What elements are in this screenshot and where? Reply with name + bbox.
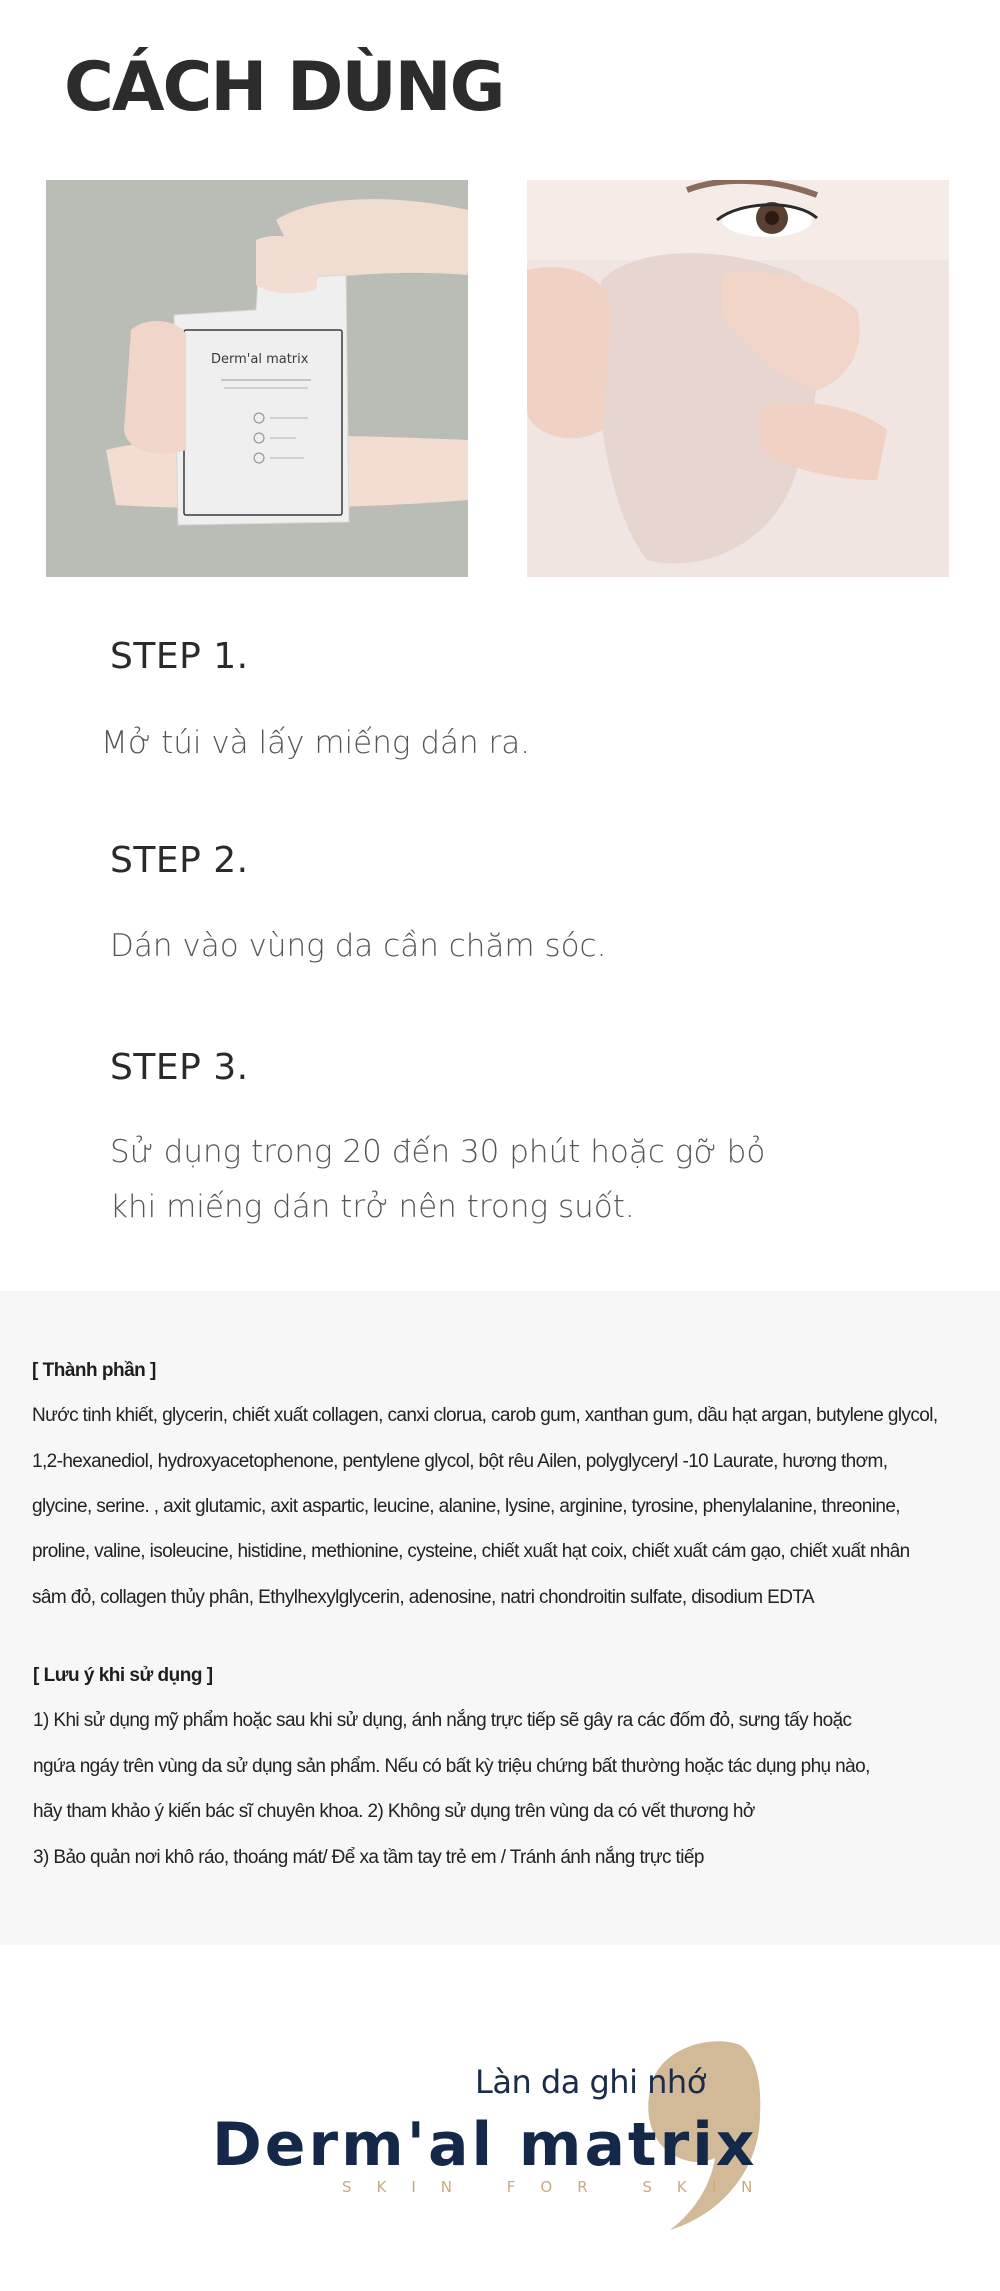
- notes-line: hãy tham khảo ý kiến bác sĩ chuyên khoa. 2) Không sử dụng trên vùng da có vết thương hở: [33, 1801, 755, 1822]
- notes-heading: [ Lưu ý khi sử dụng ]: [33, 1665, 213, 1686]
- info-panel: [0, 1291, 1000, 1945]
- ingredients-line: proline, valine, isoleucine, histidine, methionine, cysteine, chiết xuất hạt coix, chiết xuất cám gạo, chiết xuất nhân: [32, 1541, 910, 1562]
- brand-logo: [200, 2020, 800, 2240]
- product-pouch-illustration: [46, 180, 468, 577]
- application-photo: [527, 180, 949, 577]
- ingredients-line: Nước tinh khiết, glycerin, chiết xuất collagen, canxi clorua, carob gum, xanthan gum, dầu hạt argan, butylene glycol,: [32, 1405, 938, 1426]
- brand-subtitle: SKIN FOR SKIN: [342, 2178, 778, 2196]
- step-3-text-line-2: khi miếng dán trở nên trong suốt.: [110, 1189, 635, 1225]
- notes-line: ngứa ngáy trên vùng da sử dụng sản phẩm. Nếu có bất kỳ triệu chứng bất thường hoặc tác dụng phụ nào,: [33, 1756, 870, 1777]
- ingredients-heading: [ Thành phần ]: [32, 1360, 156, 1381]
- page-title: CÁCH DÙNG: [64, 48, 504, 127]
- brand-name: Derm'al matrix: [212, 2110, 758, 2180]
- step-2-text: Dán vào vùng da cần chăm sóc.: [110, 928, 607, 964]
- step-3-heading: STEP 3.: [110, 1047, 249, 1088]
- ingredients-line: sâm đỏ, collagen thủy phân, Ethylhexylglycerin, adenosine, natri chondroitin sulfate, disodium EDTA: [32, 1587, 814, 1608]
- ingredients-line: 1,2-hexanediol, hydroxyacetophenone, pentylene glycol, bột rêu Ailen, polyglyceryl -10 Laurate, hương thơm,: [32, 1451, 888, 1472]
- step-1-text: Mở túi và lấy miếng dán ra.: [101, 725, 531, 761]
- application-illustration: [527, 180, 949, 577]
- ingredients-line: glycine, serine. , axit glutamic, axit aspartic, leucine, alanine, lysine, arginine, tyrosine, phenylalanine, threonine,: [32, 1496, 900, 1517]
- step-1-heading: STEP 1.: [110, 636, 249, 677]
- pouch-brand-text: Derm'al matrix: [211, 352, 309, 367]
- step-3-text-line-1: Sử dụng trong 20 đến 30 phút hoặc gỡ bỏ: [110, 1134, 766, 1170]
- notes-line: 1) Khi sử dụng mỹ phẩm hoặc sau khi sử dụng, ánh nắng trực tiếp sẽ gây ra các đốm đỏ, sưng tấy hoặc: [33, 1710, 852, 1731]
- step-2-heading: STEP 2.: [110, 840, 249, 881]
- notes-line: 3) Bảo quản nơi khô ráo, thoáng mát/ Để xa tầm tay trẻ em / Tránh ánh nắng trực tiếp: [33, 1847, 704, 1868]
- brand-tagline: Làn da ghi nhớ: [475, 2063, 706, 2101]
- product-pouch-photo: [46, 180, 468, 577]
